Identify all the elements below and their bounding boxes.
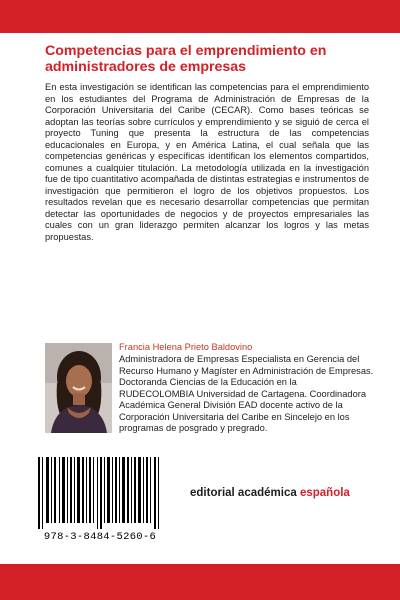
isbn-number: 978-3-8484-5260-6: [43, 531, 157, 543]
author-photo: [45, 343, 112, 433]
publisher-name-main: editorial académica: [190, 487, 300, 499]
barcode-icon: [30, 455, 170, 529]
book-title: Competencias para el emprendimiento en administradores de empresas: [45, 43, 327, 75]
author-portrait-icon: [45, 343, 112, 433]
isbn-barcode: [30, 455, 170, 549]
book-abstract: En esta investigación se identifican las competencias para el emprendimiento en los estudiantes del Programa de Administración de Empresas de la Corporación Universitaria del Caribe (CECAR). Como bases teóricas se adoptan las teorías sobre currículos y emprendimiento y se siguió de cerca el proyecto Tuning que presenta la estructura de las competencias educacionales en Europa, y en América Latina, el cual señala que las competencias genéricas y específicas identifican los elementos compartidos, comunes a cualquier titulación. La metodología utilizada en la investigación fue de tipo cuantitativo acompañada de distintas estrategias e instrumentos de investigación que permitieron el logro de los objetivos propuestos. Los resultados revelan que es necesario desarrollar competencias que permitan detectar las oportunidades de negocios y de proyectos empresariales las cuales con un gran liderazgo permiten alcanzar los logros y las metas propuestas.: [45, 82, 369, 242]
top-red-band: [0, 0, 400, 33]
author-bio: Administradora de Empresas Especialista en Gerencia del Recurso Humano y Magíster en Administración de Empresas. Doctoranda Ciencias de la Educación en la RUDECOLOMBIA Universidad de Cartagena. Coordinadora Académica General División EAD docente activo de la Corporación Universitaria del Caribe en Sincelejo en los programas de posgrado y pregrado.: [119, 354, 374, 433]
publisher-name-accent: española: [299, 487, 350, 499]
author-name: Francia Helena Prieto Baldovino: [119, 342, 253, 352]
publisher-name: [190, 487, 350, 499]
bottom-red-band: [0, 564, 400, 600]
